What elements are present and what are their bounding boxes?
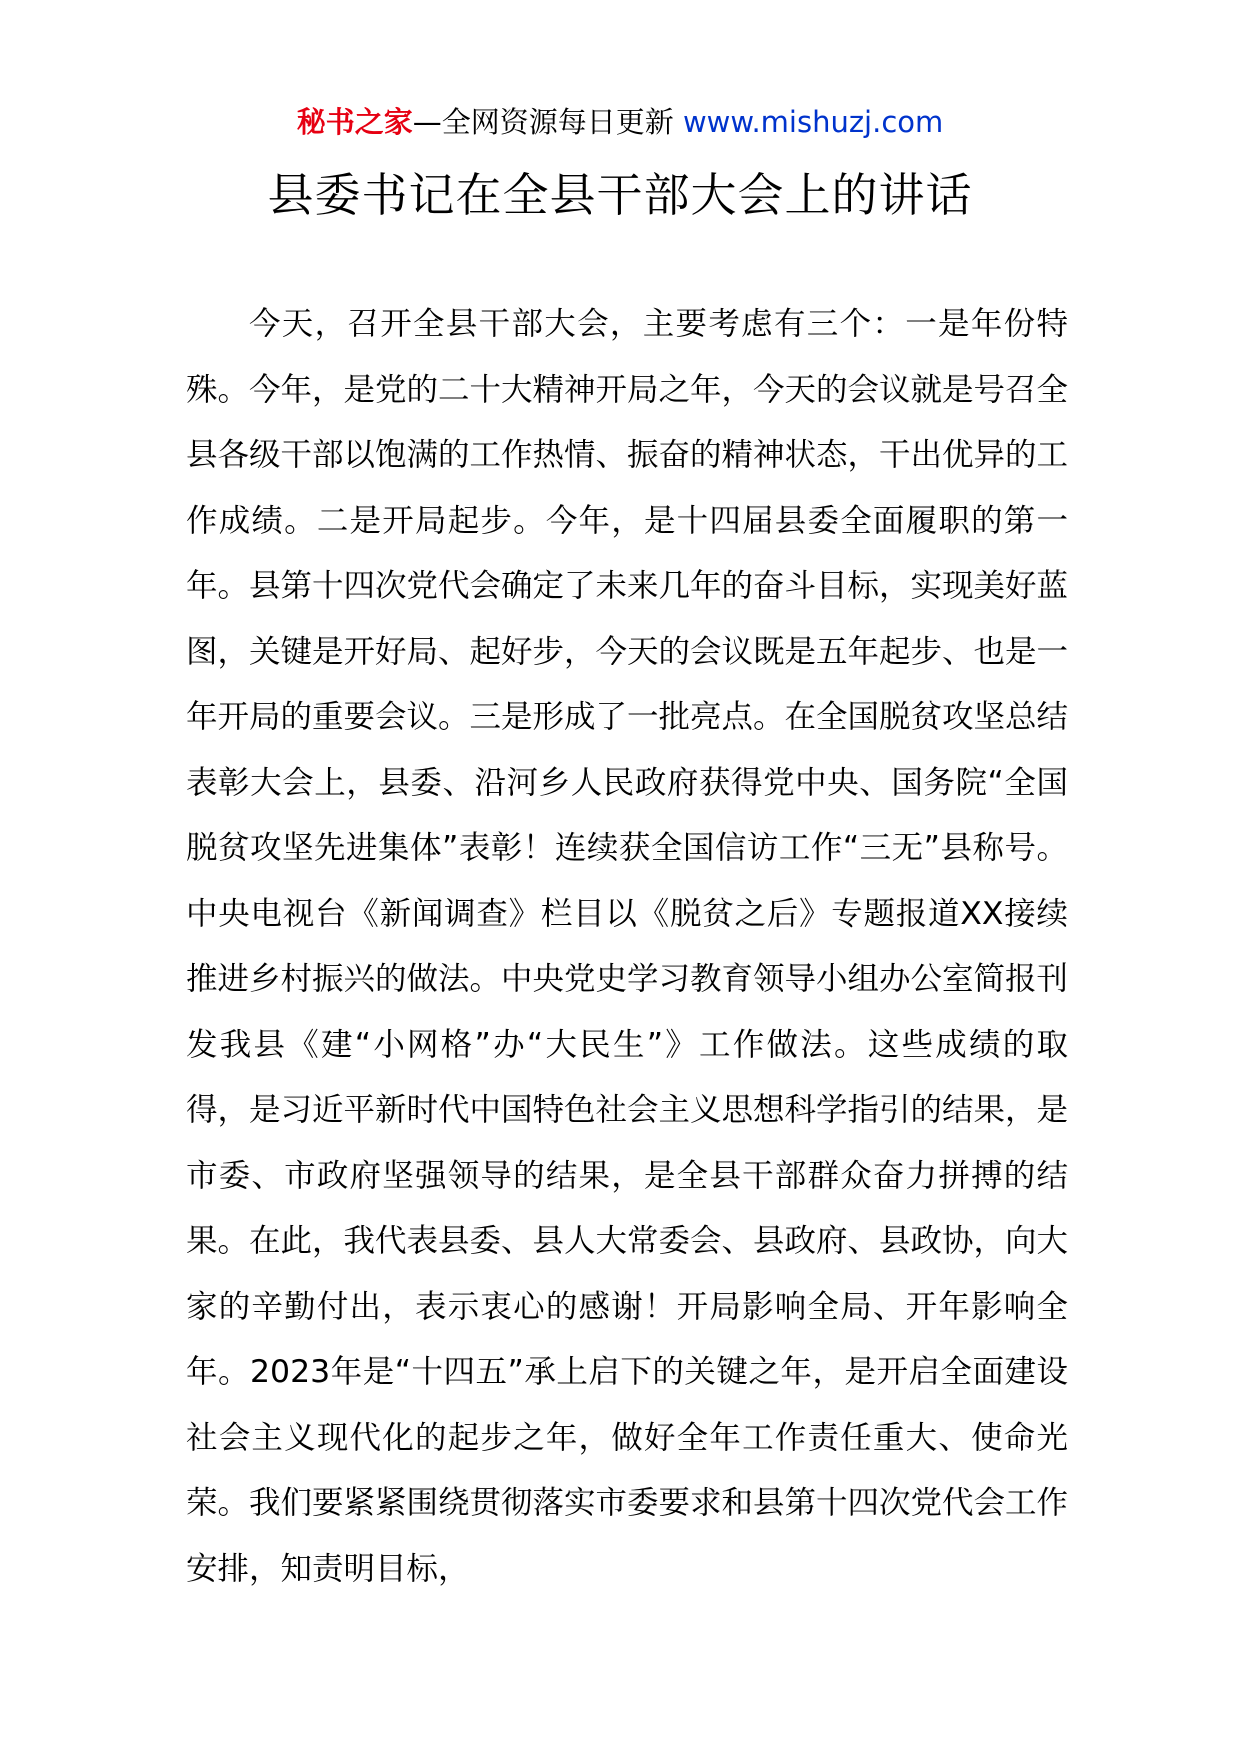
document-title: 县委书记在全县干部大会上的讲话 (267, 168, 973, 222)
body-paragraph: 今天，召开全县干部大会，主要考虑有三个：一是年份特殊。今年，是党的二十大精神开局之年，今天的会议就是号召全县各级干部以饱满的工作热情、振奋的精神状态，干出优异的工作成绩。二是开局起步。今年，是十四届县委全面履职的第一年。县第十四次党代会确定了未来几年的奋斗目标，实现美好蓝图，关键是开好局、起好步，今天的会议既是五年起步、也是一年开局的重要会议。三是形成了一批亮点。在全国脱贫攻坚总结表彰大会上，县委、沿河乡人民政府获得党中央、国务院“全国脱贫攻坚先进集体”表彰！连续获全国信访工作“三无”县称号。中央电视台《新闻调查》栏目以《脱贫之后》专题报道XX接续推进乡村振兴的做法。中央党史学习教育领导小组办公室简报刊发我县《建“小网格”办“大民生”》工作做法。这些成绩的取得，是习近平新时代中国特色社会主义思想科学指引的结果，是市委、市政府坚强领导的结果，是全县干部群众奋力拼搏的结果。在此，我代表县委、县人大常委会、县政府、县政协，向大家的辛勤付出，表示衷心的感谢！开局影响全局、开年影响全年。2023年是“十四五”承上启下的关键之年，是开启全面建设社会主义现代化的起步之年，做好全年工作责任重大、使命光荣。我们要紧紧围绕贯彻落实市委要求和县第十四次党代会工作安排，知责明目标， (186, 306, 1068, 1587)
brand-name: 秘书之家 (296, 105, 413, 139)
site-url-link[interactable]: www.mishuzj.com (682, 105, 944, 139)
header-slogan: —全网资源每日更新 (412, 105, 683, 139)
site-header (0, 100, 1240, 144)
